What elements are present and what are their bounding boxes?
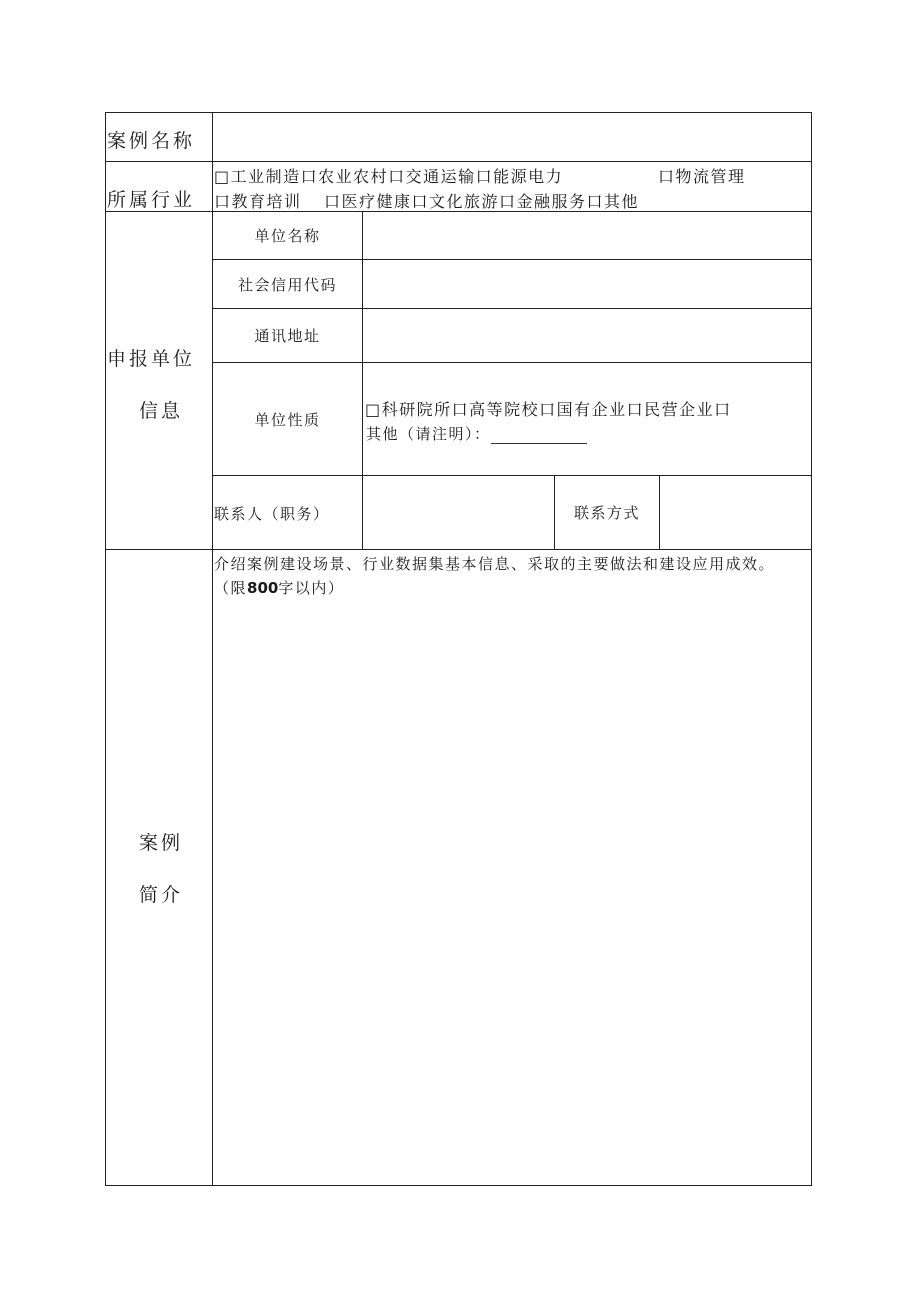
intro-hint-line2 xyxy=(214,577,344,598)
unit-nature-other xyxy=(366,423,587,444)
credit-code-field[interactable] xyxy=(363,260,811,308)
intro-hint-suffix: 字以内） xyxy=(278,579,345,597)
intro-hint-limit: 800 xyxy=(247,579,279,597)
credit-code-label: 社会信用代码 xyxy=(237,275,337,294)
address-field[interactable] xyxy=(363,309,811,362)
industry-option-education[interactable]: 口教育培训 xyxy=(214,192,302,211)
case-application-form xyxy=(105,112,812,1186)
intro-field[interactable] xyxy=(213,602,811,1185)
contact-method-label: 联系方式 xyxy=(573,504,640,522)
border-right xyxy=(811,112,812,1186)
case-name-label: 案例名称 xyxy=(107,130,196,152)
unit-name-label: 单位名称 xyxy=(254,227,321,245)
unit-nature-other-label: 其他（请注明）： xyxy=(366,425,491,443)
contact-person-field[interactable] xyxy=(363,476,554,549)
unit-name-field[interactable] xyxy=(363,212,811,259)
applicant-label-line1: 申报单位 xyxy=(107,348,196,370)
unit-nature-other-input[interactable] xyxy=(491,429,587,444)
applicant-label-line2: 信息 xyxy=(139,400,184,422)
industry-option-logistics[interactable]: 口物流管理 xyxy=(658,167,746,186)
unit-nature-options[interactable]: □科研院所口高等院校口国有企业口民营企业口 xyxy=(365,400,732,419)
contact-person-label: 联系人（职务） xyxy=(214,505,330,523)
industry-options-line2[interactable]: 口医疗健康口文化旅游口金融服务口其他 xyxy=(324,192,640,211)
case-name-field[interactable] xyxy=(213,113,811,161)
contact-method-field[interactable] xyxy=(660,476,811,549)
intro-label-line1: 案例 xyxy=(139,832,184,854)
intro-label-line2: 简介 xyxy=(139,884,184,906)
intro-hint-prefix: （限 xyxy=(214,579,248,597)
intro-hint-line1: 介绍案例建设场景、行业数据集基本信息、采取的主要做法和建设应用成效。 xyxy=(214,555,776,573)
industry-label: 所属行业 xyxy=(107,189,196,211)
unit-nature-label: 单位性质 xyxy=(254,410,321,429)
border-left xyxy=(105,112,106,1186)
address-label: 通讯地址 xyxy=(254,327,321,345)
industry-options-line1[interactable]: □工业制造口农业农村口交通运输口能源电力 xyxy=(214,167,564,186)
